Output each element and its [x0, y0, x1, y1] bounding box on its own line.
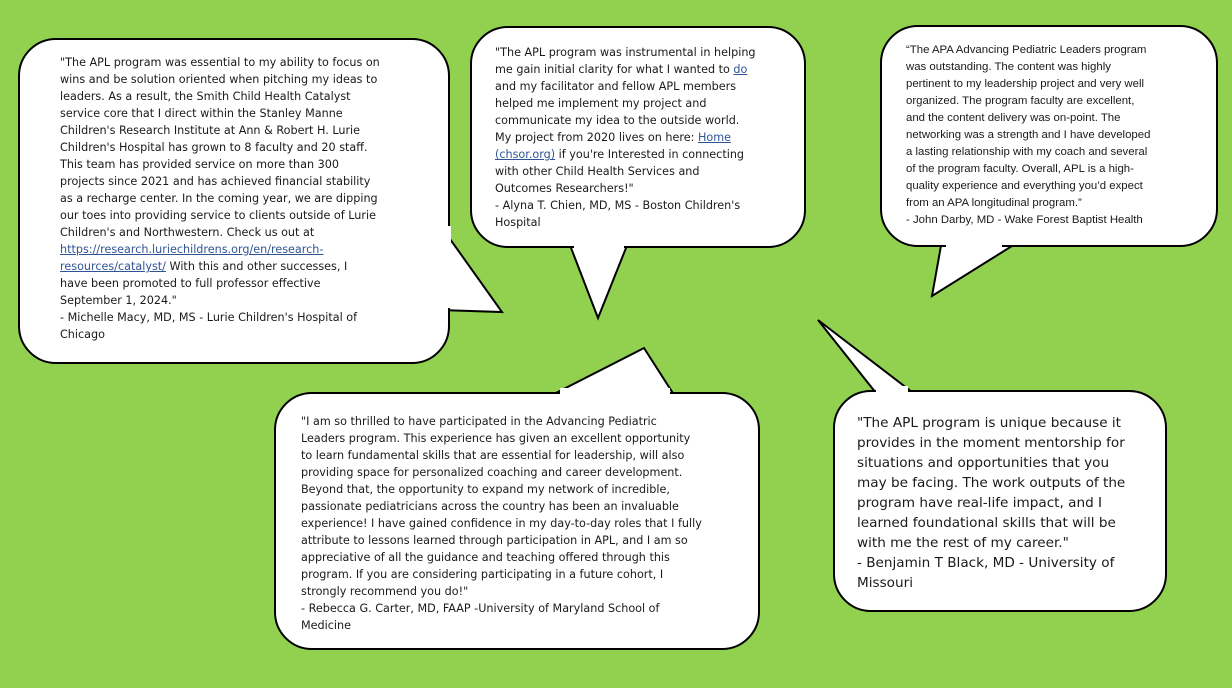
testimonial-text-segment: and my facilitator and fellow APL members helped me implement my project and communicate my idea to the outside world. My project from 2020 lives on here: [495, 80, 740, 144]
testimonial-text-segment: if you're Interested in connecting with other Child Health Services and Outcomes Researchers!" - Alyna T. Chien, MD, MS - Boston Children's Hospital [495, 148, 745, 229]
testimonial-text-segment: “The APA Advancing Pediatric Leaders program was outstanding. The content was highly pertinent to my leadership project and very well organized. The program faculty are excellent, and the content delivery was on-point. The networking was a strength and I have developed a lasting relationship with my coach and several of the program faculty. Overall, APL is a high- quality experience and everything you’d expect from an APA longitudinal program.” - John Darby, MD - Wake Forest Baptist Health [906, 44, 1151, 226]
testimonial-link[interactable]: https://research.luriechildrens.org/en/research- resources/catalyst/ [60, 243, 324, 273]
testimonial-link[interactable]: Home (chsor.org) [495, 131, 732, 161]
testimonial-text-darby [906, 42, 1150, 229]
testimonial-text-segment: "I am so thrilled to have participated in the Advancing Pediatric Leaders program. This experience has given an excellent opportunity to learn fundamental skills that are essential for leadership, will also providing space for personalized coaching and career development. Beyond that, the opportunity to expand my network of incredible, passionate pediatricians across the country has been an invaluable experience! I have gained confidence in my day-to-day roles that I fully attribute to lessons learned through participation in APL, and I am so appreciative of all the guidance and teaching offered through this program. If you are considering participating in a future cohort, I strongly recommend you do!" - Rebecca G. Carter, MD, FAAP -University of Maryland School of Medicine [301, 415, 702, 632]
testimonial-text-segment: "The APL program was instrumental in helping me gain initial clarity for what I wanted to [495, 46, 756, 76]
testimonial-text-carter [301, 413, 702, 634]
testimonial-text-macy [60, 54, 380, 343]
testimonial-link[interactable]: do [733, 63, 748, 76]
testimonial-text-chien [495, 44, 756, 231]
testimonial-text-black [857, 413, 1125, 593]
testimonial-text-segment: "The APL program was essential to my ability to focus on wins and be solution oriented when pitching my ideas to leaders. As a result, the Smith Child Health Catalyst service core that I direct within the Stanley Manne Children's Research Institute at Ann & Robert H. Lurie Children's Hospital has grown to 8 faculty and 20 staff. This team has provided service on more than 300 projects since 2021 and has achieved financial stability as a recharge center. In the coming year, we are dipping our toes into providing service to clients outside of Lurie Children's and Northwestern. Check us out at [60, 56, 380, 239]
testimonial-text-segment: With this and other successes, I have been promoted to full professor effective September 1, 2024." - Michelle Macy, MD, MS - Lurie Children's Hospital of Chicago [60, 260, 358, 341]
bubble-2-tail [568, 238, 630, 318]
testimonial-text-segment: "The APL program is unique because it provides in the moment mentorship for situations and opportunities that you may be facing. The work outputs of the program have real-life impact, and I learned foundational skills that will be with me the rest of my career." - Benjamin T Black, MD - University of Missouri [857, 415, 1126, 591]
